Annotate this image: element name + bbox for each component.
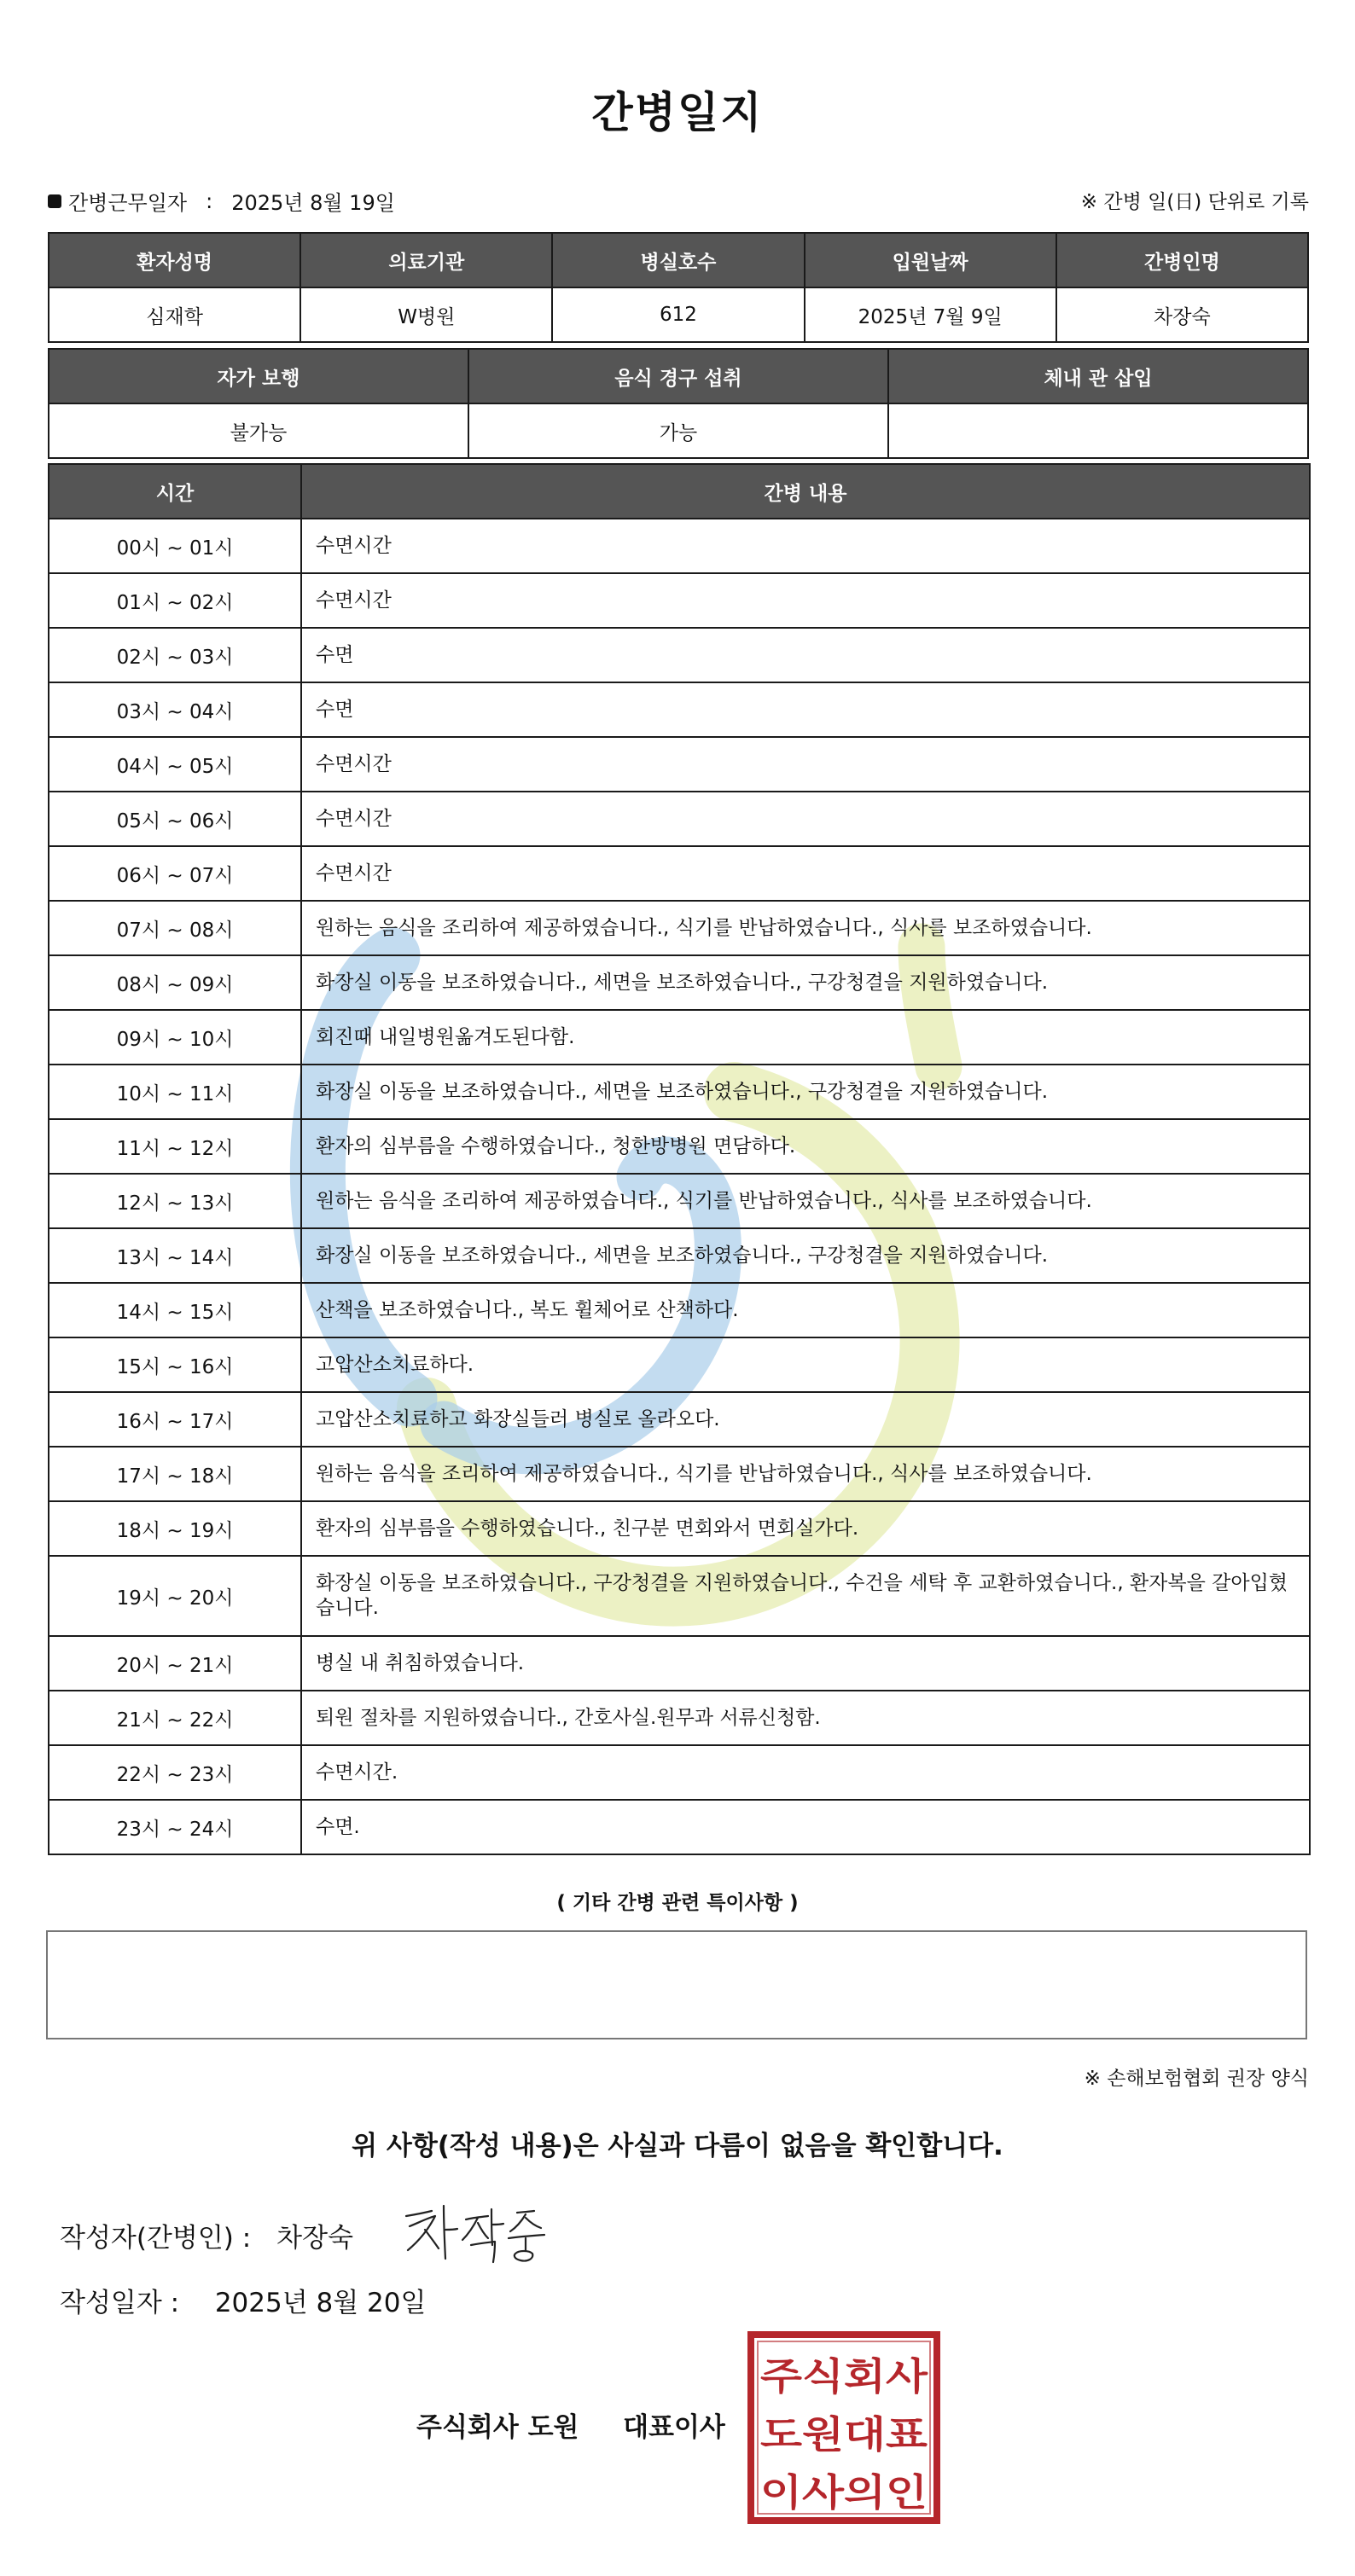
written-date-label: 작성일자 : (60, 2288, 180, 2318)
patient-info-table (48, 232, 1309, 343)
room-number: 612 (552, 287, 804, 342)
document-title: 간병일지 (591, 88, 764, 137)
log-time: 04시 ~ 05시 (49, 737, 301, 792)
log-time: 03시 ~ 04시 (49, 682, 301, 737)
care-log-table (48, 463, 1311, 1855)
table-row (49, 1501, 1310, 1556)
log-time: 02시 ~ 03시 (49, 628, 301, 682)
admission-date: 2025년 7월 9일 (805, 287, 1056, 342)
table-row (49, 1065, 1310, 1119)
log-time: 18시 ~ 19시 (49, 1501, 301, 1556)
log-time: 00시 ~ 01시 (49, 519, 301, 573)
log-content: 원하는 음식을 조리하여 제공하였습니다., 식기를 반납하였습니다., 식사를 보조하였습니다. (301, 1447, 1310, 1501)
writer-label: 작성자(간병인) : (60, 2223, 252, 2254)
oral-intake: 가능 (468, 403, 888, 458)
table-row (49, 737, 1310, 792)
header-care-content: 간병 내용 (301, 464, 1310, 519)
table-row (49, 1800, 1310, 1854)
special-notes-title: ( 기타 간병 관련 특이사항 ) (556, 1892, 799, 1914)
log-content: 화장실 이동을 보조하였습니다., 구강청결을 지원하였습니다., 수건을 세탁 후 교환하였습니다., 환자복을 갈아입혔습니다. (301, 1556, 1310, 1636)
patient-info-header-row (49, 233, 1308, 287)
patient-name: 심재학 (49, 287, 300, 342)
written-date-value: 2025년 8월 20일 (214, 2288, 427, 2318)
company-line (416, 2405, 725, 2444)
seal-line-1: 주식회사 (760, 2355, 929, 2399)
log-time: 20시 ~ 21시 (49, 1636, 301, 1691)
log-content: 원하는 음식을 조리하여 제공하였습니다., 식기를 반납하였습니다., 식사를 보조하였습니다. (301, 1174, 1310, 1228)
table-row (49, 1174, 1310, 1228)
work-date (48, 186, 395, 216)
log-time: 01시 ~ 02시 (49, 573, 301, 628)
header-hospital: 의료기관 (300, 233, 552, 287)
log-content: 회진때 내일병원옮겨도된다함. (301, 1010, 1310, 1065)
log-content: 화장실 이동을 보조하였습니다., 세면을 보조하였습니다., 구강청결을 지원하였습니다. (301, 1228, 1310, 1283)
header-caregiver-name: 간병인명 (1056, 233, 1308, 287)
table-row (49, 519, 1310, 573)
header-tube-insertion: 체내 관 삽입 (888, 349, 1308, 403)
patient-info-value-row (49, 287, 1308, 342)
table-row (49, 792, 1310, 846)
header-admission-date: 입원날짜 (805, 233, 1056, 287)
written-date (60, 2281, 426, 2319)
log-time: 23시 ~ 24시 (49, 1800, 301, 1854)
writer-name: 차장숙 (276, 2223, 354, 2254)
log-time: 08시 ~ 09시 (49, 955, 301, 1010)
header-patient-name: 환자성명 (49, 233, 300, 287)
meta-row (48, 186, 1309, 220)
hospital: W병원 (300, 287, 552, 342)
condition-value-row (49, 403, 1308, 458)
log-content: 원하는 음식을 조리하여 제공하였습니다., 식기를 반납하였습니다., 식사를 보조하였습니다. (301, 901, 1310, 955)
log-time: 07시 ~ 08시 (49, 901, 301, 955)
log-header-row (49, 464, 1310, 519)
condition-header-row (49, 349, 1308, 403)
self-walking: 불가능 (49, 403, 468, 458)
header-room-number: 병실호수 (552, 233, 804, 287)
log-time: 06시 ~ 07시 (49, 846, 301, 901)
square-bullet-icon (48, 194, 61, 208)
log-time: 10시 ~ 11시 (49, 1065, 301, 1119)
log-content: 수면시간. (301, 1745, 1310, 1800)
work-date-value: 2025년 8월 19일 (231, 191, 395, 215)
company-seal-stamp (747, 2331, 940, 2524)
log-content: 화장실 이동을 보조하였습니다., 세면을 보조하였습니다., 구강청결을 지원하였습니다. (301, 955, 1310, 1010)
log-content: 환자의 심부름을 수행하였습니다., 친구분 면회와서 면회실가다. (301, 1501, 1310, 1556)
log-content: 수면. (301, 1800, 1310, 1854)
table-row (49, 1447, 1310, 1501)
log-content: 환자의 심부름을 수행하였습니다., 청한방병원 면담하다. (301, 1119, 1310, 1174)
log-time: 05시 ~ 06시 (49, 792, 301, 846)
handwritten-signature (399, 2190, 553, 2267)
log-content: 수면시간 (301, 573, 1310, 628)
log-time: 19시 ~ 20시 (49, 1556, 301, 1636)
company-role: 대표이사 (623, 2412, 725, 2443)
tube-insertion (888, 403, 1308, 458)
table-row (49, 1228, 1310, 1283)
table-row (49, 1745, 1310, 1800)
company-name: 주식회사 도원 (416, 2412, 579, 2443)
condition-info-table (48, 348, 1309, 459)
log-content: 수면시간 (301, 846, 1310, 901)
log-content: 수면시간 (301, 737, 1310, 792)
log-time: 13시 ~ 14시 (49, 1228, 301, 1283)
table-row (49, 573, 1310, 628)
log-time: 14시 ~ 15시 (49, 1283, 301, 1337)
seal-line-3: 이사의인 (760, 2471, 928, 2515)
work-date-label: 간병근무일자 (68, 191, 188, 215)
log-content: 산책을 보조하였습니다., 복도 휠체어로 산책하다. (301, 1283, 1310, 1337)
writer-line (60, 2216, 353, 2254)
table-row (49, 1556, 1310, 1636)
record-unit-note: ※ 간병 일(日) 단위로 기록 (1080, 191, 1309, 213)
log-time: 09시 ~ 10시 (49, 1010, 301, 1065)
log-time: 17시 ~ 18시 (49, 1447, 301, 1501)
log-time: 11시 ~ 12시 (49, 1119, 301, 1174)
header-time: 시간 (49, 464, 301, 519)
log-time: 15시 ~ 16시 (49, 1337, 301, 1392)
table-row (49, 1119, 1310, 1174)
header-self-walking: 자가 보행 (49, 349, 468, 403)
special-notes-box (46, 1930, 1307, 2039)
log-content: 수면시간 (301, 792, 1310, 846)
log-content: 고압산소치료하다. (301, 1337, 1310, 1392)
seal-line-2: 도원대표 (760, 2413, 928, 2457)
log-content: 고압산소치료하고 화장실들러 병실로 올라오다. (301, 1392, 1310, 1447)
log-time: 21시 ~ 22시 (49, 1691, 301, 1745)
log-time: 22시 ~ 23시 (49, 1745, 301, 1800)
log-time: 12시 ~ 13시 (49, 1174, 301, 1228)
caregiver-name: 차장숙 (1056, 287, 1308, 342)
work-date-separator: : (206, 189, 213, 213)
table-row (49, 1010, 1310, 1065)
log-content: 수면 (301, 628, 1310, 682)
table-row (49, 955, 1310, 1010)
table-row (49, 1691, 1310, 1745)
log-content: 퇴원 절차를 지원하였습니다., 간호사실.원무과 서류신청함. (301, 1691, 1310, 1745)
table-row (49, 1392, 1310, 1447)
confirmation-statement: 위 사항(작성 내용)은 사실과 다름이 없음을 확인합니다. (352, 2131, 1003, 2161)
log-content: 수면 (301, 682, 1310, 737)
log-content: 병실 내 취침하였습니다. (301, 1636, 1310, 1691)
header-oral-intake: 음식 경구 섭취 (468, 349, 888, 403)
table-row (49, 1337, 1310, 1392)
table-row (49, 682, 1310, 737)
table-row (49, 1283, 1310, 1337)
table-row (49, 1636, 1310, 1691)
table-row (49, 628, 1310, 682)
log-content: 화장실 이동을 보조하였습니다., 세면을 보조하였습니다., 구강청결을 지원하였습니다. (301, 1065, 1310, 1119)
log-time: 16시 ~ 17시 (49, 1392, 301, 1447)
log-content: 수면시간 (301, 519, 1310, 573)
table-row (49, 901, 1310, 955)
table-row (49, 846, 1310, 901)
form-note: ※ 손해보험협회 권장 양식 (1084, 2068, 1309, 2090)
